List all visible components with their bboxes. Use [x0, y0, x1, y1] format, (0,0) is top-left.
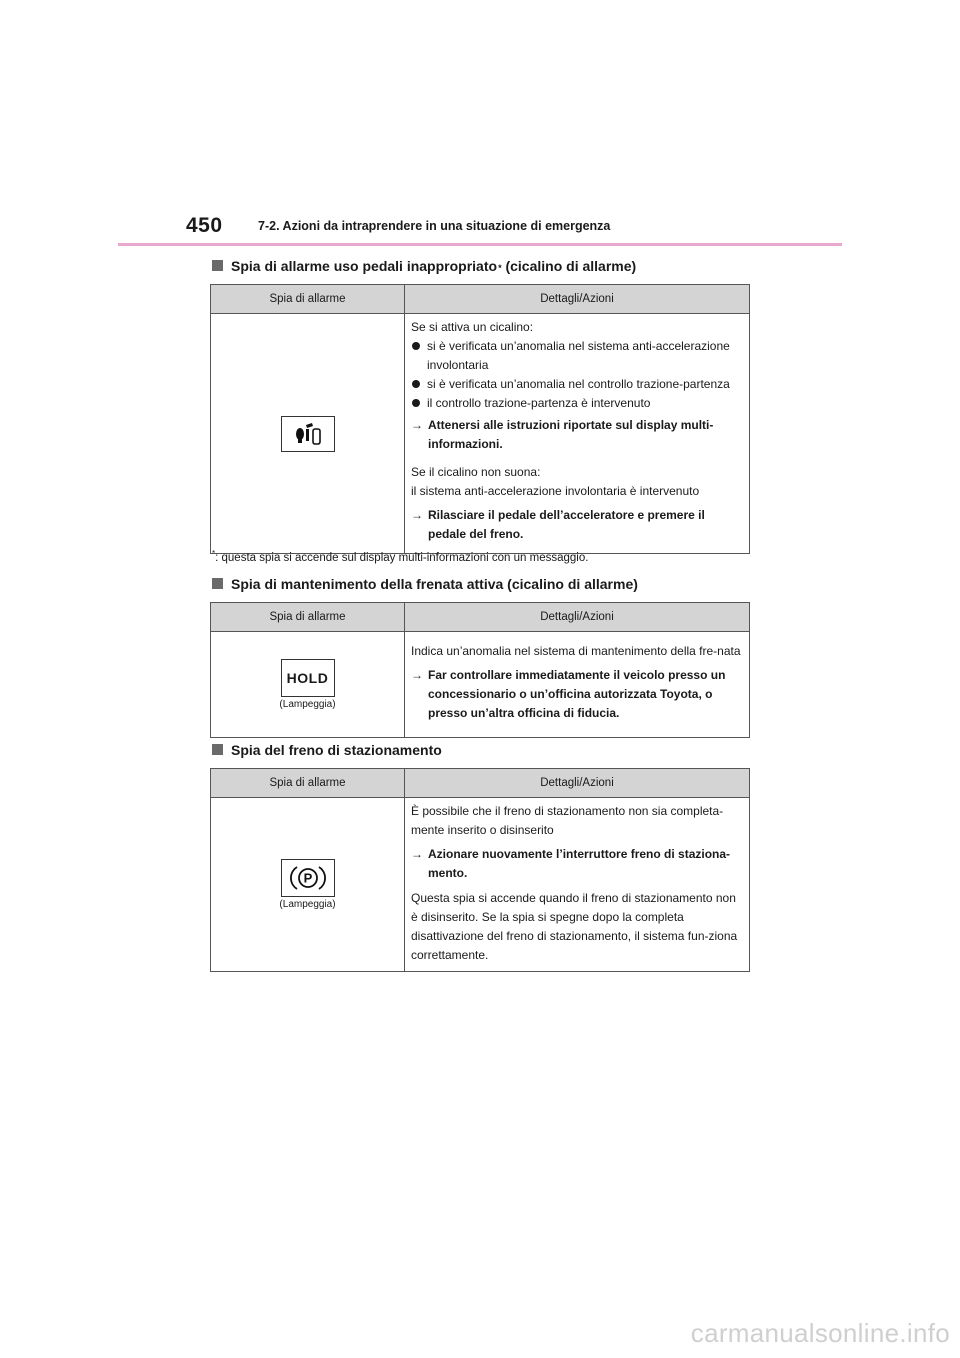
arrow-icon: → [411, 847, 423, 861]
chapter-title: 7-2. Azioni da intraprendere in una situazione di emergenza [258, 219, 611, 233]
action-instruction: → Attenersi alle istruzioni riportate sul display multi-informazioni. [411, 418, 714, 451]
details-cell [405, 632, 750, 738]
action-instruction: → Rilasciare il pedale dell’acceleratore e premere il pedale del freno. [411, 508, 705, 541]
hold-indicator-icon: HOLD [281, 659, 335, 697]
column-header-light: Spia di allarme [211, 769, 405, 798]
column-header-light: Spia di allarme [211, 285, 405, 314]
arrow-icon: → [411, 667, 423, 682]
bullet-item: si è verificata un’anomalia nel sistema anti-accelerazione involontaria [411, 337, 745, 375]
condition-text: Se il cicalino non suona: [411, 465, 541, 479]
watermark: carmanualsonline.info [690, 1318, 950, 1348]
note-text: Questa spia si accende quando il freno di stazionamento non è disinserito. Se la spia si spegne dopo la completa disattivazione del freno di stazionamento, il sistema fun-ziona correttamente. [411, 891, 738, 962]
pedal-misuse-warning-icon [281, 416, 335, 452]
square-bullet-icon [212, 744, 223, 755]
description-text: È possibile che il freno di stazionamento non sia completa-mente inserito o disinserito [411, 804, 724, 837]
section-heading-parking-brake [212, 742, 442, 758]
description-text: Indica un’anomalia nel sistema di mantenimento della fre-nata [411, 643, 741, 658]
warning-table-parking-brake [210, 768, 750, 972]
section-title: Spia di allarme uso pedali inappropriato [231, 258, 498, 274]
action-instruction: → Azionare nuovamente l’interruttore freno di staziona-mento. [411, 847, 731, 880]
parking-brake-icon [281, 859, 335, 897]
square-bullet-icon [212, 578, 223, 589]
arrow-icon: → [411, 508, 423, 522]
section-heading-pedal-misuse [212, 258, 636, 274]
column-header-light: Spia di allarme [211, 603, 405, 632]
section-heading-hold [212, 576, 638, 592]
column-header-details: Dettagli/Azioni [405, 603, 750, 632]
footnote: *: questa spia si accende sul display multi-informazioni con un messaggio. [212, 549, 589, 564]
arrow-icon: → [411, 418, 423, 432]
column-header-details: Dettagli/Azioni [405, 285, 750, 314]
details-cell [405, 798, 750, 972]
flash-label: (Lampeggia) [279, 899, 336, 910]
flash-label: (Lampeggia) [279, 699, 336, 710]
square-bullet-icon [212, 260, 223, 271]
condition-detail: il sistema anti-accelerazione involontaria è intervenuto [411, 484, 700, 498]
column-header-details: Dettagli/Azioni [405, 769, 750, 798]
action-instruction: → Far controllare immediatamente il veicolo presso un concessionario o un’officina autorizzata Toyota, o presso un’altra officina di fiducia. [411, 667, 726, 720]
warning-table-hold [210, 602, 750, 738]
page-number: 450 [186, 214, 223, 237]
warning-table-pedal-misuse [210, 284, 750, 554]
svg-text:P: P [303, 870, 312, 886]
warning-light-cell [211, 632, 405, 738]
bullet-item: il controllo trazione-partenza è intervenuto [411, 394, 745, 413]
header-rule [118, 243, 842, 246]
warning-light-cell [211, 798, 405, 972]
warning-light-cell [211, 314, 405, 554]
section-title: Spia del freno di stazionamento [231, 742, 442, 758]
footnote-mark: * [498, 263, 502, 273]
bullet-item: si è verificata un’anomalia nel controllo trazione-partenza [411, 375, 745, 394]
section-title: Spia di mantenimento della frenata attiva (cicalino di allarme) [231, 576, 638, 592]
details-cell [405, 314, 750, 554]
section-title-suffix: (cicalino di allarme) [501, 258, 637, 274]
intro-text: Se si attiva un cicalino: [411, 320, 534, 334]
